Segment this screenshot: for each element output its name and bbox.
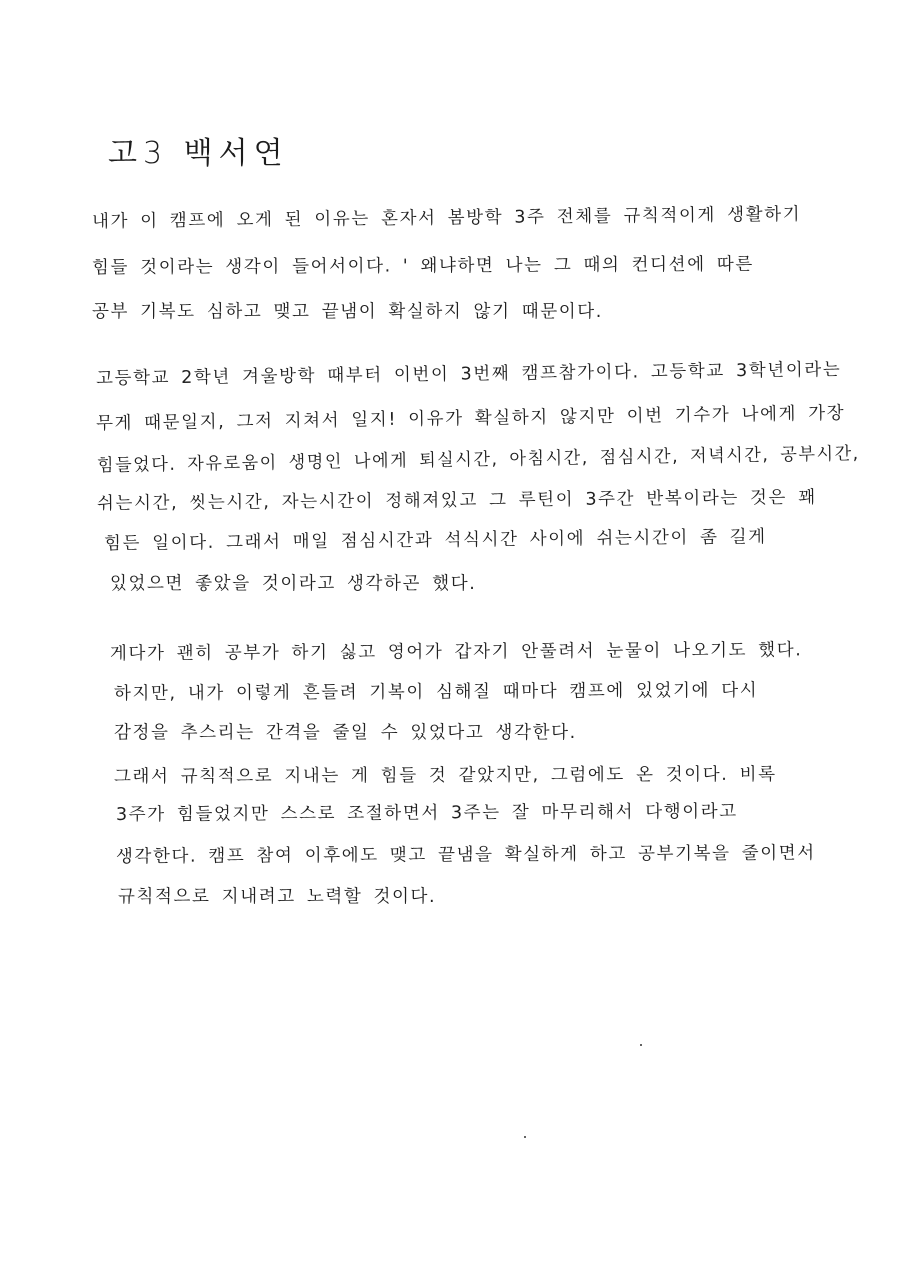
letter-line: 그래서 규칙적으로 지내는 게 힘들 것 같았지만, 그럼에도 온 것이다. 비록 (113, 764, 777, 787)
scan-speck (640, 1044, 642, 1046)
letter-line: 생각한다. 캠프 참여 이후에도 맺고 끝냄을 확실하게 하고 공부기복을 줄이면서 (115, 843, 816, 867)
letter-line: 무게 때문일지, 그저 지쳐서 일지! 이유가 확실하지 않지만 이번 기수가 나에게 가장 (95, 403, 846, 434)
letter-line: 고등학교 2학년 겨울방학 때부터 이번이 3번째 캠프참가이다. 고등학교 3학년이라는 (95, 359, 842, 389)
letter-line: 힘들 것이라는 생각이 들어서이다. ' 왜냐하면 나는 그 때의 컨디션에 따른 (91, 254, 754, 278)
scan-speck (524, 1136, 526, 1138)
letter-line: 하지만, 내가 이렇게 흔들려 기복이 심해질 때마다 캠프에 있었기에 다시 (113, 680, 759, 704)
letter-line: 있었으면 좋았을 것이라고 생각하곤 했다. (110, 574, 477, 594)
letter-line: 감정을 추스리는 간격을 줄일 수 있었다고 생각한다. (114, 723, 577, 743)
letter-line: 힘들었다. 자유로움이 생명인 나에게 퇴실시간, 아침시간, 점심시간, 저녁시간, 공부시간, (96, 444, 860, 476)
letter-line: 게다가 괜히 공부가 하기 싫고 영어가 갑자기 안풀려서 눈물이 나오기도 했다. (109, 640, 803, 664)
letter-title: 고3 백서연 (108, 136, 289, 171)
letter-line: 힘든 일이다. 그래서 매일 점심시간과 석식시간 사이에 쉬는시간이 좀 길게 (103, 527, 767, 554)
letter-line: 3주가 힘들었지만 스스로 조절하면서 3주는 잘 마무리해서 다행이라고 (115, 801, 738, 825)
letter-line: 내가 이 캠프에 오게 된 이유는 혼자서 봄방학 3주 전체를 규칙적이게 생활하기 (91, 204, 802, 232)
letter-line: 쉬는시간, 씻는시간, 자는시간이 정해져있고 그 루틴이 3주간 반복이라는 것은 꽤 (96, 487, 817, 514)
letter-line: 규칙적으로 지내려고 노력할 것이다. (118, 887, 437, 907)
letter-line: 공부 기복도 심하고 맺고 끝냄이 확실하지 않기 때문이다. (92, 302, 603, 322)
